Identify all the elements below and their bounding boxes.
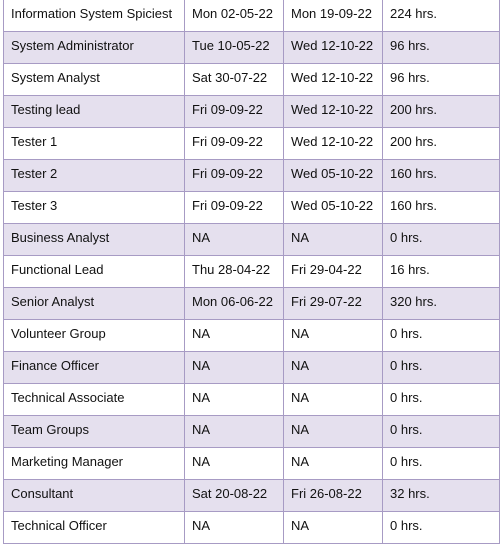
start-date-cell: Fri 09-09-22 — [185, 192, 284, 224]
end-date-cell: NA — [284, 352, 383, 384]
role-cell: Information System Spiciest — [4, 0, 185, 32]
role-cell: Finance Officer — [4, 352, 185, 384]
end-date-cell: Fri 29-04-22 — [284, 256, 383, 288]
start-date-cell: NA — [185, 448, 284, 480]
end-date-cell: NA — [284, 384, 383, 416]
table-row — [4, 192, 500, 224]
end-date-cell: Wed 12-10-22 — [284, 32, 383, 64]
role-cell: Senior Analyst — [4, 288, 185, 320]
hours-cell: 96 hrs. — [383, 64, 500, 96]
role-cell: Consultant — [4, 480, 185, 512]
start-date-cell: Fri 09-09-22 — [185, 96, 284, 128]
hours-cell: 200 hrs. — [383, 128, 500, 160]
hours-cell: 200 hrs. — [383, 96, 500, 128]
table-row — [4, 96, 500, 128]
hours-cell: 16 hrs. — [383, 256, 500, 288]
hours-cell: 32 hrs. — [383, 480, 500, 512]
hours-cell: 0 hrs. — [383, 448, 500, 480]
role-cell: Technical Officer — [4, 512, 185, 544]
role-cell: Functional Lead — [4, 256, 185, 288]
hours-cell: 320 hrs. — [383, 288, 500, 320]
end-date-cell: Fri 26-08-22 — [284, 480, 383, 512]
start-date-cell: NA — [185, 224, 284, 256]
table-row — [4, 128, 500, 160]
table-row — [4, 64, 500, 96]
end-date-cell: Wed 05-10-22 — [284, 160, 383, 192]
table-row — [4, 352, 500, 384]
start-date-cell: NA — [185, 352, 284, 384]
end-date-cell: NA — [284, 448, 383, 480]
end-date-cell: Wed 12-10-22 — [284, 64, 383, 96]
hours-cell: 0 hrs. — [383, 320, 500, 352]
role-cell: System Analyst — [4, 64, 185, 96]
table-row — [4, 0, 500, 32]
table-row — [4, 480, 500, 512]
start-date-cell: Thu 28-04-22 — [185, 256, 284, 288]
start-date-cell: Mon 02-05-22 — [185, 0, 284, 32]
table-row — [4, 288, 500, 320]
role-cell: Volunteer Group — [4, 320, 185, 352]
hours-cell: 96 hrs. — [383, 32, 500, 64]
table-row — [4, 512, 500, 544]
role-cell: Marketing Manager — [4, 448, 185, 480]
start-date-cell: Fri 09-09-22 — [185, 160, 284, 192]
end-date-cell: NA — [284, 512, 383, 544]
end-date-cell: NA — [284, 224, 383, 256]
role-cell: System Administrator — [4, 32, 185, 64]
start-date-cell: NA — [185, 512, 284, 544]
role-cell: Technical Associate — [4, 384, 185, 416]
table-row — [4, 416, 500, 448]
role-cell: Testing lead — [4, 96, 185, 128]
resource-schedule-table — [3, 0, 500, 544]
end-date-cell: Wed 12-10-22 — [284, 96, 383, 128]
table-row — [4, 224, 500, 256]
hours-cell: 224 hrs. — [383, 0, 500, 32]
role-cell: Business Analyst — [4, 224, 185, 256]
table-row — [4, 448, 500, 480]
hours-cell: 160 hrs. — [383, 160, 500, 192]
table-body — [4, 0, 500, 544]
role-cell: Team Groups — [4, 416, 185, 448]
start-date-cell: Mon 06-06-22 — [185, 288, 284, 320]
end-date-cell: NA — [284, 320, 383, 352]
hours-cell: 0 hrs. — [383, 416, 500, 448]
start-date-cell: NA — [185, 320, 284, 352]
hours-cell: 0 hrs. — [383, 512, 500, 544]
start-date-cell: NA — [185, 384, 284, 416]
end-date-cell: NA — [284, 416, 383, 448]
table-row — [4, 320, 500, 352]
role-cell: Tester 3 — [4, 192, 185, 224]
role-cell: Tester 1 — [4, 128, 185, 160]
end-date-cell: Mon 19-09-22 — [284, 0, 383, 32]
table-row — [4, 256, 500, 288]
table-row — [4, 32, 500, 64]
end-date-cell: Wed 12-10-22 — [284, 128, 383, 160]
hours-cell: 0 hrs. — [383, 352, 500, 384]
hours-cell: 0 hrs. — [383, 224, 500, 256]
role-cell: Tester 2 — [4, 160, 185, 192]
table-row — [4, 160, 500, 192]
start-date-cell: Sat 30-07-22 — [185, 64, 284, 96]
start-date-cell: Fri 09-09-22 — [185, 128, 284, 160]
start-date-cell: NA — [185, 416, 284, 448]
hours-cell: 160 hrs. — [383, 192, 500, 224]
end-date-cell: Fri 29-07-22 — [284, 288, 383, 320]
start-date-cell: Sat 20-08-22 — [185, 480, 284, 512]
hours-cell: 0 hrs. — [383, 384, 500, 416]
table-row — [4, 384, 500, 416]
end-date-cell: Wed 05-10-22 — [284, 192, 383, 224]
start-date-cell: Tue 10-05-22 — [185, 32, 284, 64]
